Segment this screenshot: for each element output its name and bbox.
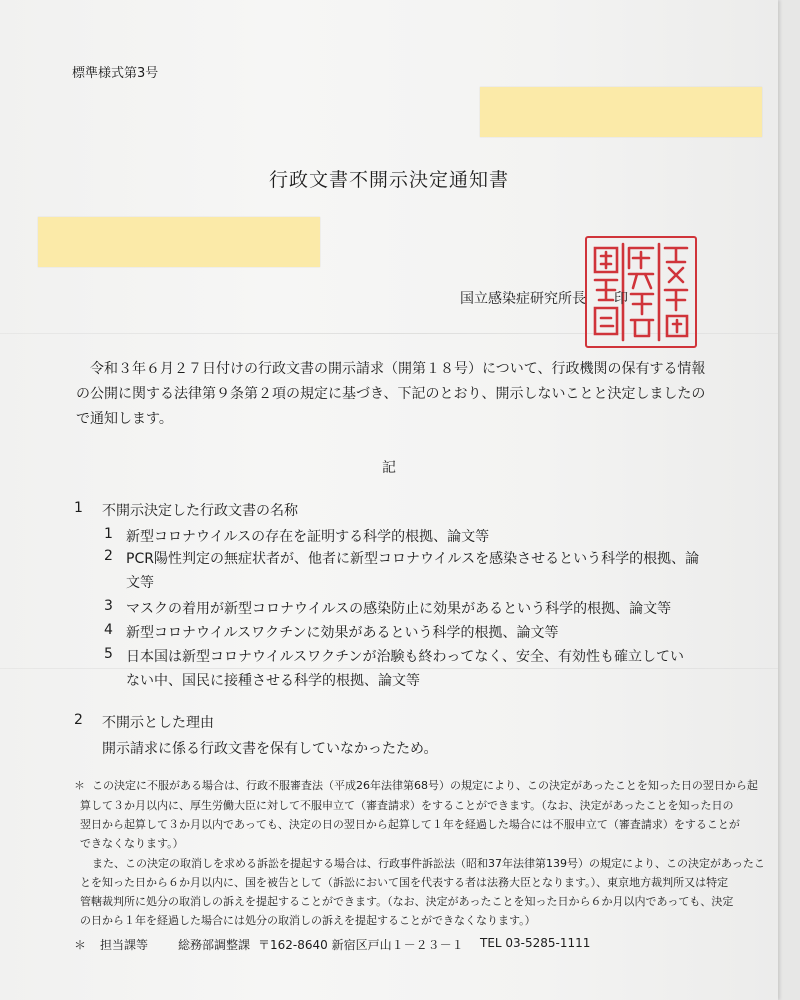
item-number: 3 <box>104 598 113 614</box>
item-text: 新型コロナウイルスの存在を証明する科学的根拠、論文等 <box>126 529 490 545</box>
redaction-addressee <box>38 217 320 267</box>
item-text: 文等 <box>126 575 154 591</box>
item-text: 日本国は新型コロナウイルスワクチンが治験も終わってなく、安全、有効性も確立してい <box>126 649 685 665</box>
section-number: 1 <box>74 500 83 516</box>
note-line: できなくなります。） <box>80 837 184 850</box>
section-number: 2 <box>74 712 83 728</box>
ki-heading: 記 <box>382 460 396 476</box>
note-mark: ＊ <box>74 779 85 792</box>
document-title: 行政文書不開示決定通知書 <box>268 169 509 191</box>
item-number: 4 <box>104 622 113 638</box>
body-line: で通知します。 <box>76 411 173 427</box>
form-number: 標準様式第3号 <box>72 66 159 81</box>
note-line: の日から１年を経過した場合には処分の取消しの訴えを提起することができなくなります。） <box>80 914 536 927</box>
redaction-date-number <box>480 87 762 137</box>
contact-address: 〒162-8640 新宿区戸山１－２３－１ <box>258 938 464 952</box>
item-number: 1 <box>104 526 113 542</box>
note-line: この決定に不服がある場合は、行政不服審査法（平成26年法律第68号）の規定により、この決定があったことを知った日の翌日から起 <box>92 779 758 792</box>
paper-fold-line <box>0 668 778 669</box>
note-line: 算して３か月以内に、厚生労働大臣に対して不服申立て（審査請求）をすることができます。（なお、決定があったことを知った日の <box>80 799 734 812</box>
notice-body <box>76 357 716 432</box>
item-text: ない中、国民に接種させる科学的根拠、論文等 <box>126 673 420 689</box>
body-line: 令和３年６月２７日付けの行政文書の開示請求（開第１８号）について、行政機関の保有する情報 <box>90 361 706 377</box>
contact-mark: ＊ <box>74 938 87 952</box>
issuer-signature: 国立感染症研究所長 印 <box>460 291 628 307</box>
body-line: の公開に関する法律第９条第２項の規定に基づき、下記のとおり、開示しないことと決定しましたの <box>76 386 706 402</box>
contact-label: 担当課等 <box>100 938 149 952</box>
note-line: また、この決定の取消しを求める訴訟を提起する場合は、行政事件訴訟法（昭和37年法律第139号）の規定により、この決定があったこ <box>92 857 765 870</box>
section-title: 不開示決定した行政文書の名称 <box>102 503 298 519</box>
item-number: 5 <box>104 646 113 662</box>
section-title: 不開示とした理由 <box>102 715 214 731</box>
contact-department: 総務部調整課 <box>178 938 251 952</box>
item-text: 新型コロナウイルスワクチンに効果があるという科学的根拠、論文等 <box>126 625 559 641</box>
item-text: マスクの着用が新型コロナウイルスの感染防止に効果があるという科学的根拠、論文等 <box>126 601 672 617</box>
item-text: PCR陽性判定の無症状者が、他者に新型コロナウイルスを感染させるという科学的根拠、論 <box>126 551 700 567</box>
note-line: 管轄裁判所に処分の取消しの訴えを提起することができます。（なお、決定があったことを知った日から６か月以内であっても、決定 <box>80 895 734 908</box>
note-line: 翌日から起算して３か月以内であっても、決定の日の翌日から起算して１年を経過した場合には不服申立て（審査請求）をすることが <box>80 818 740 831</box>
note-line: とを知った日から６か月以内に、国を被告として（訴訟において国を代表する者は法務大臣となります。）、東京地方裁判所又は特定 <box>80 876 729 889</box>
contact-phone: TEL 03-5285-1111 <box>480 936 591 950</box>
reason-text: 開示請求に係る行政文書を保有していなかったため。 <box>102 741 438 757</box>
item-number: 2 <box>104 548 113 564</box>
